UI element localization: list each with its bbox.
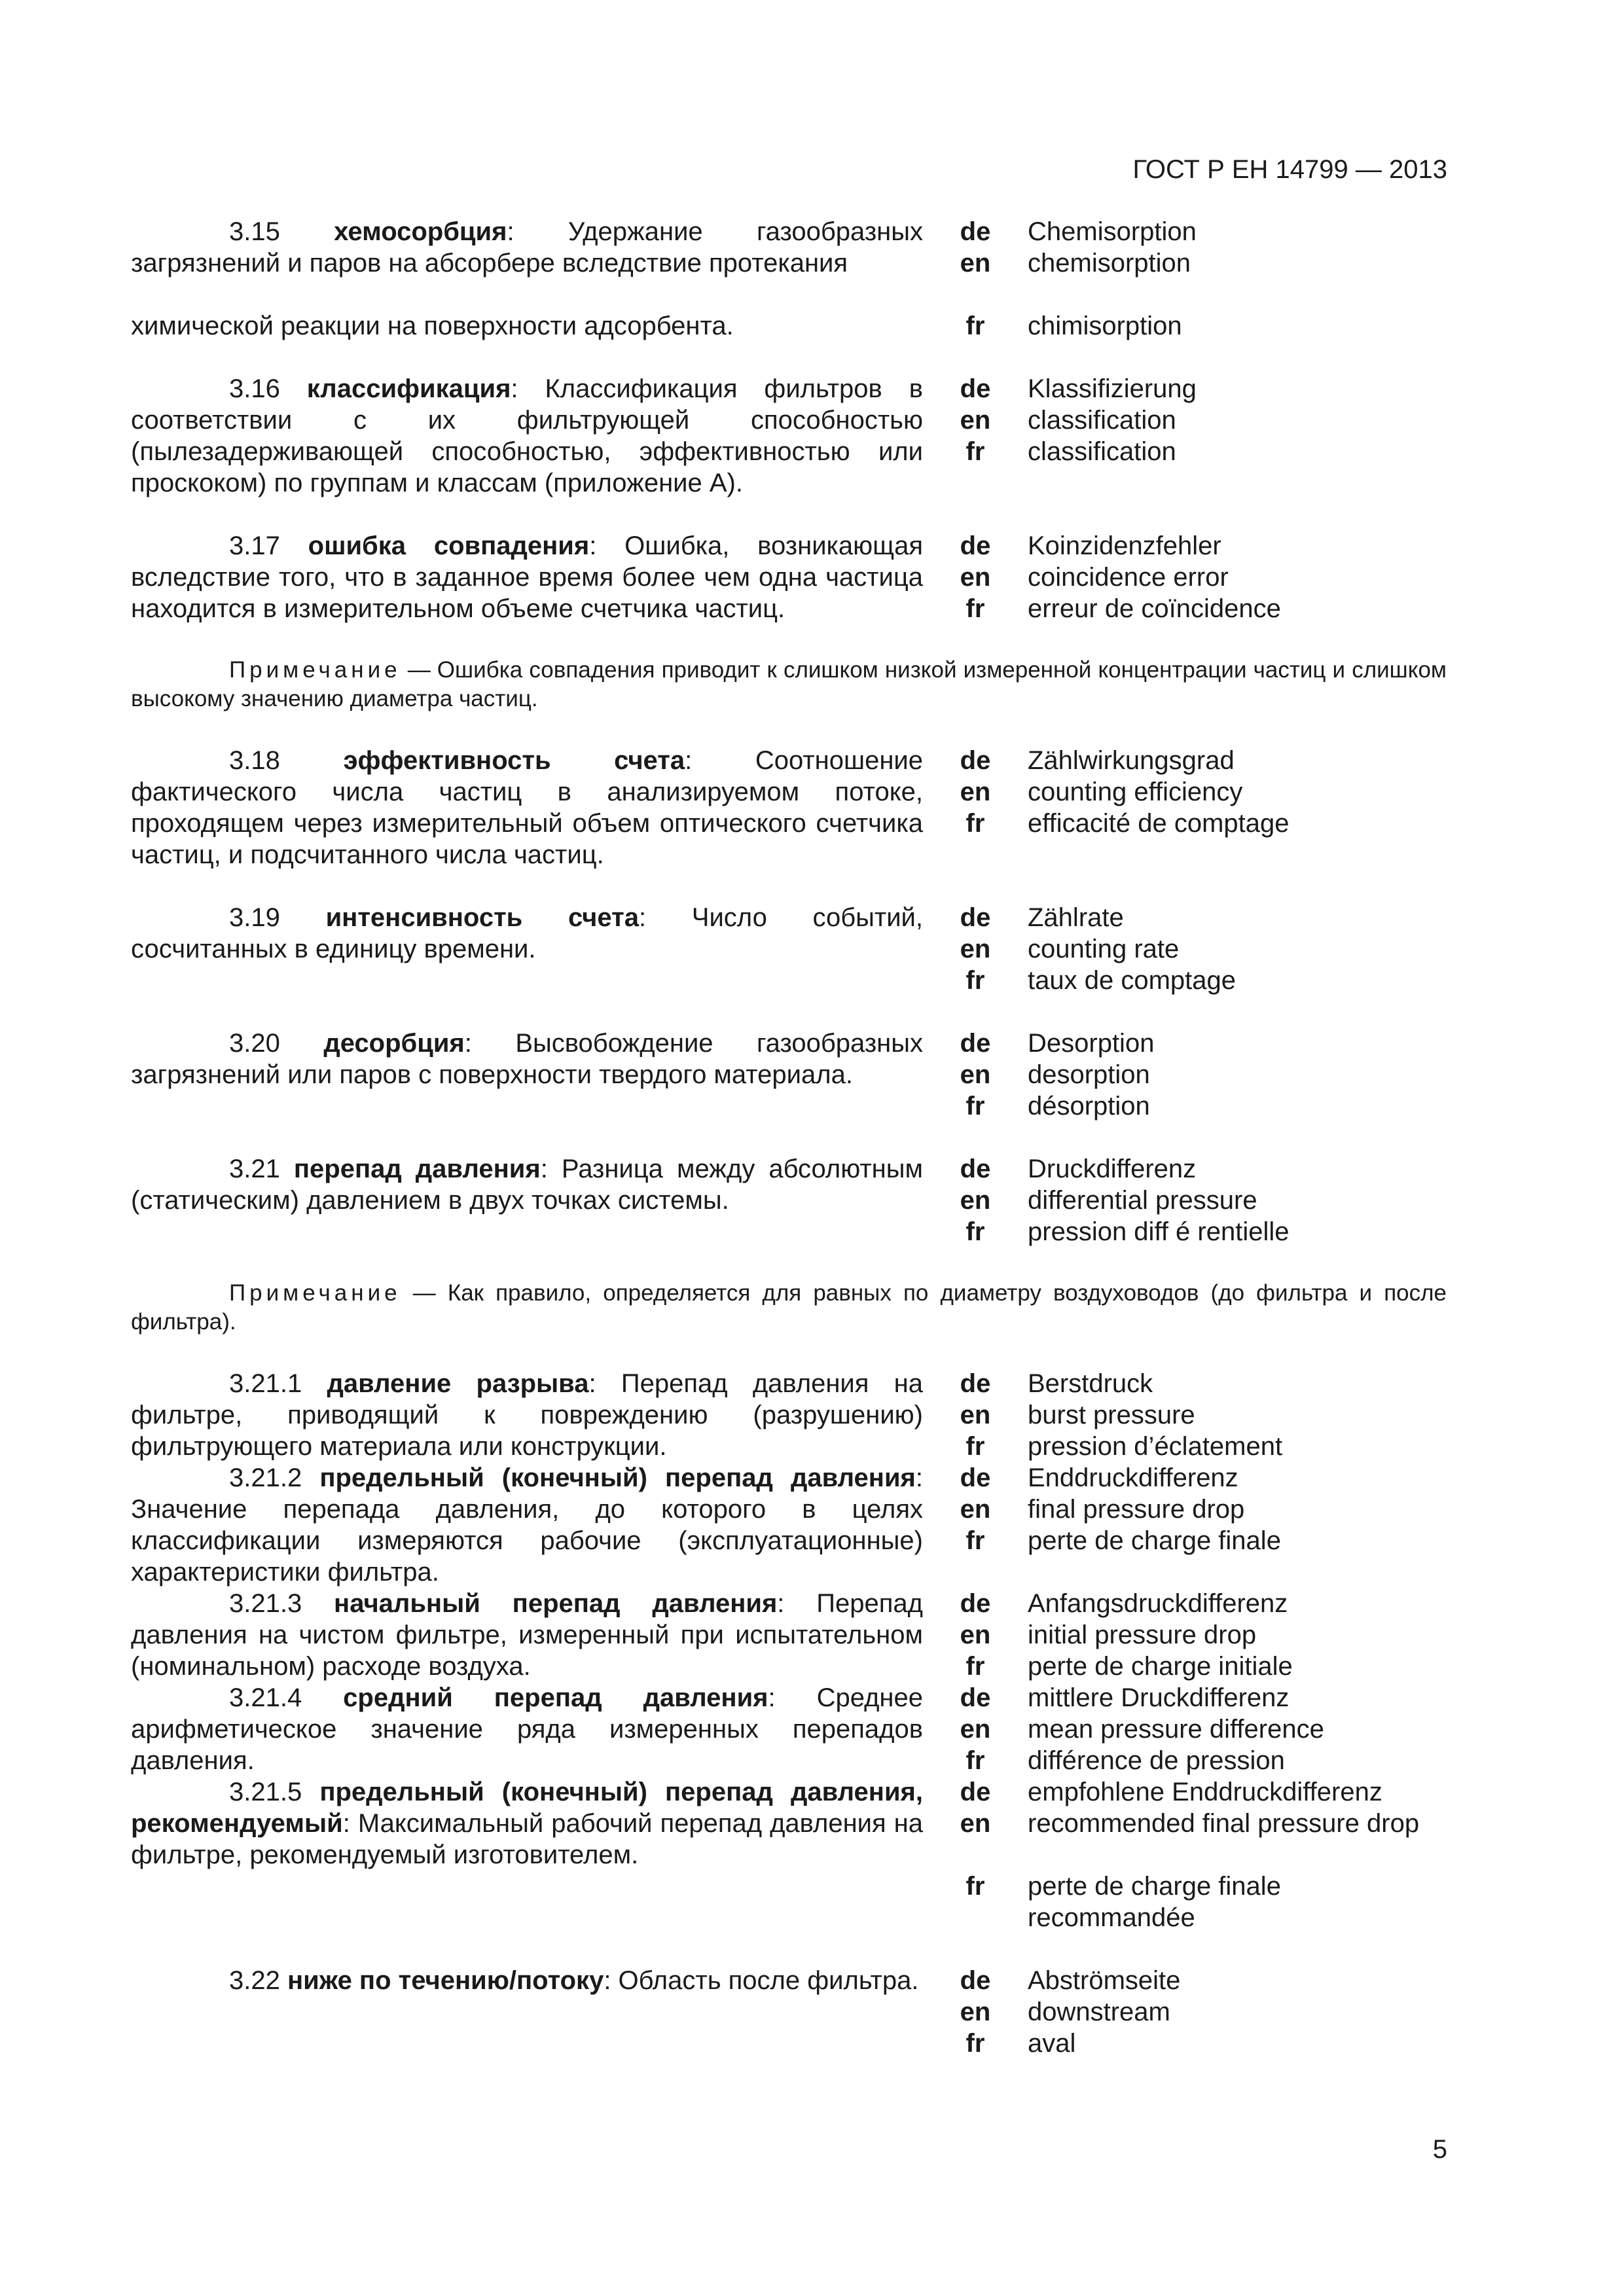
note-text: — Ошибка совпадения приводит к слишком низкой измеренной концентрации частиц и слишком высокому значению диаметра частиц. bbox=[131, 657, 1447, 711]
translation-fr: erreur de coïncidence bbox=[1028, 594, 1281, 623]
translation-en: counting efficiency bbox=[1028, 778, 1243, 806]
term-definition: : Число событий, сосчитанных в единицу времени. bbox=[131, 903, 924, 963]
translation-de: Druckdifferenz bbox=[1028, 1155, 1197, 1183]
translation-en: coincidence error bbox=[1028, 563, 1229, 592]
translation-de: mittlere Druckdifferenz bbox=[1028, 1683, 1290, 1712]
translation-en: downstream bbox=[1028, 1998, 1170, 2026]
term-entry-3-21-3: 3.21.3 начальный перепад давления: Перепад давления на чистом фильтре, измеренный при испытательном (номинальном) расходе воздуха. de en fr Anfangsdruckdifferenz initial pressure drop perte de charge initiale bbox=[131, 1588, 1447, 1682]
translation-fr: désorption bbox=[1028, 1092, 1150, 1121]
terms-list bbox=[131, 216, 1447, 2090]
term-entry-3-18: 3.18 эффективность счета: Соотношение фактического числа частиц в анализируемом потоке, проходящем через измерительный объем оптического счетчика частиц, и подсчитанного числа частиц. de en fr Zählwirkungsgrad counting efficiency efficacité de comptage bbox=[131, 745, 1447, 870]
term-definition: : Область после фильтра. bbox=[604, 1966, 919, 1995]
term-name: предельный (конечный) перепад давления, рекомендуемый bbox=[131, 1778, 923, 1838]
page-number: 5 bbox=[1432, 2135, 1447, 2164]
translation-de: Enddruckdifferenz bbox=[1028, 1463, 1238, 1492]
translation-fr: différence de pression bbox=[1028, 1746, 1285, 1775]
translation-de: Koinzidenzfehler bbox=[1028, 531, 1221, 560]
term-definition: : Перепад давления на чистом фильтре, измеренный при испытательном (номинальном) расходе воздуха. bbox=[131, 1589, 923, 1681]
translation-fr: taux de comptage bbox=[1028, 966, 1236, 995]
term-entry-3-22: 3.22 ниже по течению/потоку: Область после фильтра. de en fr Abströmseite downstream aval bbox=[131, 1965, 1447, 2059]
translation-de: Klassifizierung bbox=[1028, 374, 1197, 403]
term-definition: : Значение перепада давления, до которого в целях классификации измеряются рабочие (эксплуатационные) характеристики фильтра. bbox=[131, 1463, 923, 1587]
term-entry-3-20: 3.20 десорбция: Высвобождение газообразных загрязнений или паров с поверхности твердого материала. de en fr Desorption desorption désorption bbox=[131, 1028, 1447, 1122]
translation-de: Zählrate bbox=[1028, 903, 1124, 932]
note-text: — Как правило, определяется для равных по диаметру воздуховодов (до фильтра и после фильтра). bbox=[131, 1280, 1447, 1335]
translation-fr: efficacité de comptage bbox=[1028, 809, 1290, 838]
term-definition: : Ошибка, возникающая вследствие того, что в заданное время более чем одна частица находится в измерительном объеме счетчика частиц. bbox=[131, 531, 923, 623]
term-entry-3-19: 3.19 интенсивность счета: Число событий, сосчитанных в единицу времени. de en fr Zählrate counting rate taux de comptage bbox=[131, 902, 1447, 996]
translation-en: recommended final pressure drop bbox=[1028, 1809, 1420, 1838]
term-definition: : Среднее арифметическое значение ряда измеренных перепадов давления. bbox=[131, 1683, 923, 1775]
translation-fr: pression diff é rentielle bbox=[1028, 1217, 1290, 1246]
translation-en: chemisorption bbox=[1028, 249, 1191, 278]
term-name: средний перепад давления bbox=[343, 1683, 768, 1712]
translation-fr: chimisorption bbox=[1028, 312, 1182, 340]
translation-de: Anfangsdruckdifferenz bbox=[1028, 1589, 1288, 1618]
translation-en: desorption bbox=[1028, 1060, 1150, 1089]
term-entry-3-21: 3.21 перепад давления: Разница между абсолютным (статическим) давлением в двух точках системы. de en fr Druckdifferenz differential pressure pression diff é rentielle bbox=[131, 1153, 1447, 1247]
term-name: ошибка совпадения bbox=[308, 531, 590, 560]
term-name: интенсивность счета bbox=[325, 903, 639, 932]
translation-de: Desorption bbox=[1028, 1029, 1155, 1058]
translation-fr: perte de charge finale recommandée bbox=[1028, 1872, 1281, 1932]
translation-fr: perte de charge initiale bbox=[1028, 1652, 1293, 1681]
term-entry-3-21-1: 3.21.1 давление разрыва: Перепад давления на фильтре, приводящий к повреждению (разрушению) фильтрующего материала или конструкции. de en fr Berstdruck burst pressure pression d’éclatement bbox=[131, 1368, 1447, 1462]
translation-de: Abströmseite bbox=[1028, 1966, 1181, 1995]
translation-en: counting rate bbox=[1028, 935, 1180, 963]
term-definition: : Разница между абсолютным (статическим) давлением в двух точках системы. bbox=[131, 1155, 923, 1215]
term-name: ниже по течению/потоку bbox=[287, 1966, 604, 1995]
translation-fr: pression d’éclatement bbox=[1028, 1432, 1283, 1461]
translation-fr: classification bbox=[1028, 437, 1176, 466]
translation-de: Zählwirkungsgrad bbox=[1028, 746, 1235, 775]
term-entry-3-15: 3.15 хемосорбция: Удержание газообразных загрязнений и паров на абсорбере вследствие протекания химической реакции на поверхности адсорбента. de en fr Chemisorption chemisorption chimisorption bbox=[131, 216, 1447, 342]
term-name: классификация bbox=[306, 374, 511, 403]
translation-en: classification bbox=[1028, 406, 1176, 435]
term-name: давление разрыва bbox=[327, 1369, 589, 1398]
note-3-17 bbox=[131, 656, 1447, 713]
translation-en: burst pressure bbox=[1028, 1401, 1195, 1429]
term-name: предельный (конечный) перепад давления bbox=[319, 1463, 916, 1492]
term-entry-3-16: 3.16 классификация: Классификация фильтров в соответствии с их фильтрующей способностью (пылезадерживающей способностью, эффективностью или проскоком) по группам и классам (приложение А). de en fr Klassifizierung classification classification bbox=[131, 373, 1447, 499]
term-definition: : Удержание газообразных загрязнений и паров на абсорбере вследствие протекания bbox=[131, 217, 923, 278]
translation-en: differential pressure bbox=[1028, 1186, 1257, 1215]
document-header: ГОСТ Р ЕН 14799 — 2013 bbox=[1132, 155, 1447, 184]
term-name: хемосорбция bbox=[334, 217, 507, 246]
term-definition: : Максимальный рабочий перепад давления на фильтре, рекомендуемый изготовителем. bbox=[131, 1809, 923, 1869]
note-3-21 bbox=[131, 1279, 1447, 1336]
translation-en: final pressure drop bbox=[1028, 1495, 1245, 1524]
term-name: эффективность счета bbox=[343, 746, 685, 775]
term-name: перепад давления bbox=[293, 1155, 541, 1183]
translation-de: Berstdruck bbox=[1028, 1369, 1153, 1398]
translation-de: empfohlene Enddruckdifferenz bbox=[1028, 1778, 1382, 1806]
translation-fr: perte de charge finale bbox=[1028, 1526, 1281, 1555]
term-name: начальный перепад давления bbox=[334, 1589, 778, 1618]
term-entry-3-21-4: 3.21.4 средний перепад давления: Среднее арифметическое значение ряда измеренных перепадов давления. de en fr mittlere Druckdifferenz mean pressure difference différence de pression bbox=[131, 1682, 1447, 1776]
term-definition: : Высвобождение газообразных загрязнений или паров с поверхности твердого материала. bbox=[131, 1029, 923, 1089]
note-label: Примечание bbox=[229, 657, 401, 683]
term-definition: : Перепад давления на фильтре, приводящий к повреждению (разрушению) фильтрующего материала или конструкции. bbox=[131, 1369, 924, 1461]
translation-fr: aval bbox=[1028, 2029, 1076, 2058]
term-definition: : Соотношение фактического числа частиц в анализируемом потоке, проходящем через измерительный объем оптического счетчика частиц, и подсчитанного числа частиц. bbox=[131, 746, 923, 869]
translation-en: initial pressure drop bbox=[1028, 1621, 1257, 1649]
term-definition-cont: химической реакции на поверхности адсорбента. bbox=[131, 312, 734, 340]
term-entry-3-21-2: 3.21.2 предельный (конечный) перепад давления: Значение перепада давления, до которого в целях классификации измеряются рабочие (эксплуатационные) характеристики фильтра. de en fr Enddruckdifferenz final pressure drop perte de charge finale bbox=[131, 1462, 1447, 1588]
translation-de: Chemisorption bbox=[1028, 217, 1197, 246]
term-entry-3-17: 3.17 ошибка совпадения: Ошибка, возникающая вследствие того, что в заданное время более чем одна частица находится в измерительном объеме счетчика частиц. de en fr Koinzidenzfehler coincidence error erreur de coïncidence bbox=[131, 530, 1447, 624]
term-name: десорбция bbox=[323, 1029, 465, 1058]
translation-en: mean pressure difference bbox=[1028, 1715, 1324, 1744]
note-label: Примечание bbox=[229, 1280, 401, 1306]
term-definition: : Классификация фильтров в соответствии с их фильтрующей способностью (пылезадерживающей способностью, эффективностью или проскоком) по группам и классам (приложение А). bbox=[131, 374, 923, 497]
term-entry-3-21-5: 3.21.5 предельный (конечный) перепад давления, рекомендуемый: Максимальный рабочий перепад давления на фильтре, рекомендуемый изготовителем. de en fr empfohlene Enddruckdifferenz recommended final pressure drop perte de charge finale recommandée bbox=[131, 1776, 1447, 1933]
